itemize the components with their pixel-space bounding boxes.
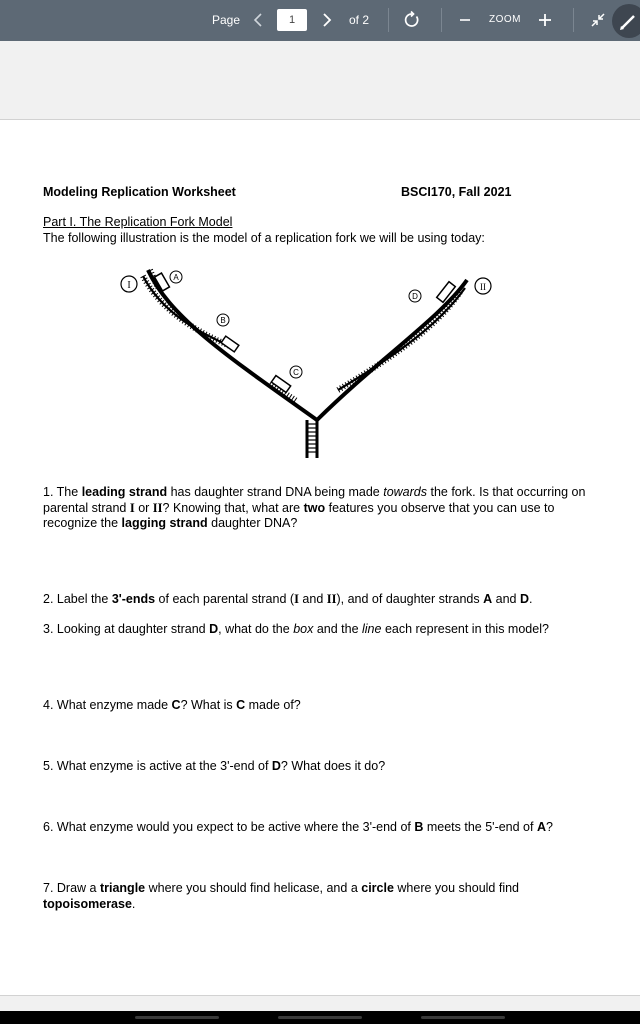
next-page-button[interactable] bbox=[319, 8, 335, 32]
question-2: 2. Label the 3'-ends of each parental strand (I and II), and of daughter strands A and D. bbox=[43, 592, 533, 606]
label-strand-1: I bbox=[127, 280, 131, 291]
page-label: Page bbox=[212, 13, 241, 27]
question-3: 3. Looking at daughter strand D, what do the box and the line each represent in this model? bbox=[43, 622, 549, 636]
chevron-right-icon bbox=[319, 8, 335, 32]
minus-icon bbox=[455, 10, 475, 30]
label-c: C bbox=[293, 368, 299, 377]
collapse-icon bbox=[588, 10, 608, 30]
toolbar-divider bbox=[573, 8, 574, 32]
nav-pill bbox=[421, 1016, 505, 1019]
previous-page-button[interactable] bbox=[250, 8, 266, 32]
question-1: 1. The leading strand has daughter strand DNA being made towards the fork. Is that occurring on parental strand I or II? Knowing that, what are two features you observe that you can use to recognize the lagging strand daughter DNA? bbox=[43, 485, 586, 530]
worksheet-title: Modeling Replication Worksheet bbox=[43, 185, 236, 199]
zoom-out-button[interactable] bbox=[455, 10, 475, 30]
primer-box-b bbox=[221, 336, 239, 352]
question-4: 4. What enzyme made C? What is C made of? bbox=[43, 698, 301, 712]
zoom-label: ZOOM bbox=[489, 14, 521, 25]
page-gap bbox=[0, 995, 640, 1012]
page-edge bbox=[0, 119, 640, 120]
toolbar-divider bbox=[441, 8, 442, 32]
pen-icon bbox=[612, 4, 640, 38]
label-a: A bbox=[173, 273, 179, 282]
question-6: 6. What enzyme would you expect to be active where the 3'-end of B meets the 5'-end of A? bbox=[43, 820, 553, 834]
intro-text: The following illustration is the model of a replication fork we will be using today: bbox=[43, 231, 485, 245]
question-5: 5. What enzyme is active at the 3'-end of D? What does it do? bbox=[43, 759, 386, 773]
course-label: BSCI170, Fall 2021 bbox=[401, 185, 512, 199]
viewer-background bbox=[0, 41, 640, 119]
system-nav-bar bbox=[0, 1011, 640, 1024]
exit-fullscreen-button[interactable] bbox=[588, 10, 608, 30]
page-number-input[interactable]: 1 bbox=[277, 9, 307, 31]
question-7: 7. Draw a triangle where you should find helicase, and a circle where you should find topoisomerase. bbox=[43, 881, 520, 911]
toolbar-divider bbox=[388, 8, 389, 32]
label-b: B bbox=[220, 316, 226, 325]
rotate-icon bbox=[402, 10, 422, 30]
label-strand-2: II bbox=[480, 282, 486, 292]
chevron-left-icon bbox=[250, 8, 266, 32]
plus-icon bbox=[535, 10, 555, 30]
zoom-in-button[interactable] bbox=[535, 10, 555, 30]
page-count-label: of 2 bbox=[349, 13, 370, 27]
annotate-button[interactable] bbox=[612, 4, 640, 38]
nav-pill bbox=[135, 1016, 219, 1019]
part-heading: Part I. The Replication Fork Model bbox=[43, 215, 233, 229]
nav-pill bbox=[278, 1016, 362, 1019]
label-d: D bbox=[412, 292, 418, 301]
replication-fork-diagram bbox=[110, 258, 510, 468]
pdf-toolbar bbox=[0, 0, 640, 41]
rotate-button[interactable] bbox=[402, 10, 422, 30]
